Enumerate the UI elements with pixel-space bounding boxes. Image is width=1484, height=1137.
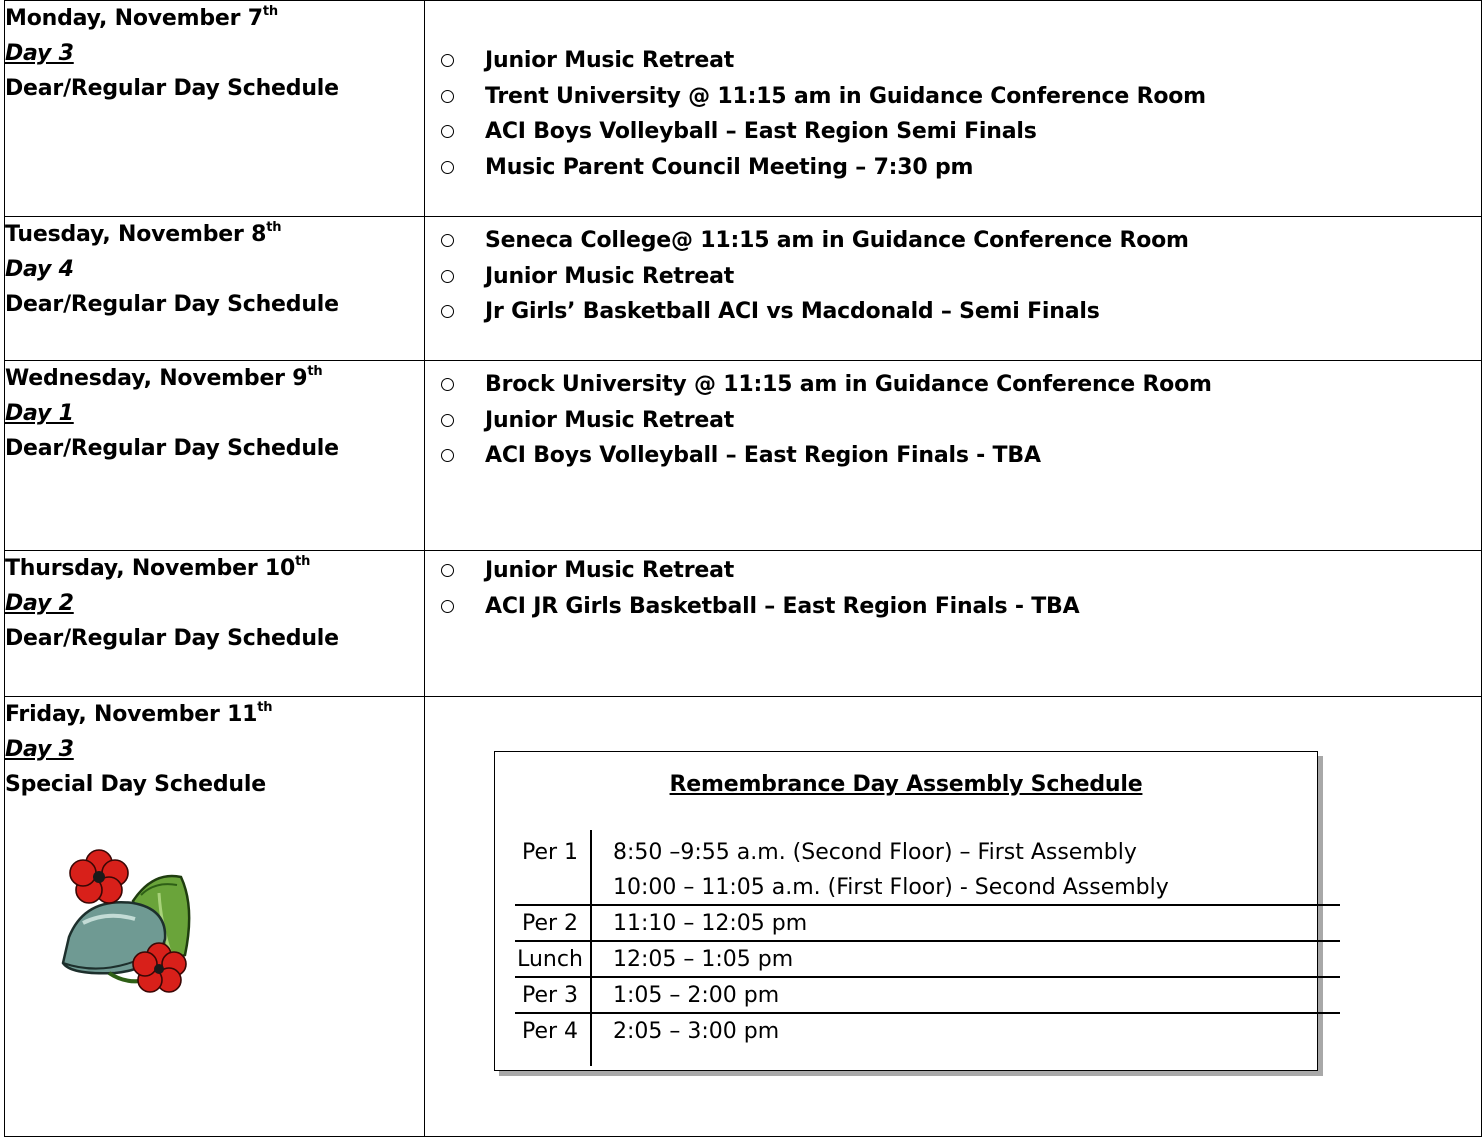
period-time: 1:05 – 2:00 pm bbox=[613, 983, 780, 1008]
weekly-schedule-table bbox=[4, 0, 1482, 1137]
events-cell bbox=[425, 551, 1482, 697]
period-label: Lunch bbox=[517, 947, 583, 972]
period-label: Per 4 bbox=[521, 1019, 579, 1044]
day-row-friday bbox=[5, 697, 1482, 1137]
day-number: Day 3 bbox=[5, 737, 74, 762]
day-number: Day 3 bbox=[5, 41, 74, 66]
assembly-schedule-box bbox=[494, 751, 1318, 1071]
table-row bbox=[495, 978, 1345, 1013]
period-time: 11:10 – 12:05 pm bbox=[613, 911, 808, 936]
list-item: Junior Music Retreat bbox=[425, 43, 1481, 79]
day-info-cell bbox=[5, 361, 425, 551]
events-cell bbox=[425, 217, 1482, 361]
list-item: Music Parent Council Meeting – 7:30 pm bbox=[425, 150, 1481, 186]
list-item: Junior Music Retreat bbox=[425, 403, 1481, 439]
bullet-icon bbox=[441, 54, 454, 67]
event-list bbox=[425, 553, 1481, 624]
bullet-icon bbox=[441, 414, 454, 427]
day-schedule-type: Dear/Regular Day Schedule bbox=[5, 626, 339, 651]
list-item: Junior Music Retreat bbox=[425, 259, 1481, 295]
table-row bbox=[495, 906, 1345, 941]
table-row bbox=[495, 835, 1345, 870]
day-row-thursday bbox=[5, 551, 1482, 697]
day-number: Day 1 bbox=[5, 401, 74, 426]
event-list bbox=[425, 367, 1481, 474]
list-item: ACI Boys Volleyball – East Region Finals - TBA bbox=[425, 438, 1481, 474]
period-time: 10:00 – 11:05 a.m. (First Floor) - Second Assembly bbox=[613, 875, 1169, 900]
period-time: 12:05 – 1:05 pm bbox=[613, 947, 794, 972]
table-row bbox=[495, 942, 1345, 977]
list-item: Trent University @ 11:15 am in Guidance Conference Room bbox=[425, 79, 1481, 115]
day-info-cell bbox=[5, 551, 425, 697]
bullet-icon bbox=[441, 125, 454, 138]
day-schedule-type: Dear/Regular Day Schedule bbox=[5, 436, 339, 461]
list-item: ACI Boys Volleyball – East Region Semi Finals bbox=[425, 114, 1481, 150]
bullet-icon bbox=[441, 600, 454, 613]
bullet-icon bbox=[441, 270, 454, 283]
day-row-tuesday bbox=[5, 217, 1482, 361]
day-schedule-type: Special Day Schedule bbox=[5, 772, 266, 797]
period-label: Per 3 bbox=[521, 983, 579, 1008]
day-info-cell bbox=[5, 217, 425, 361]
day-number: Day 4 bbox=[5, 257, 74, 282]
poppy-helmet-icon bbox=[49, 845, 199, 995]
day-number: Day 2 bbox=[5, 591, 74, 616]
events-cell bbox=[425, 1, 1482, 217]
bullet-icon bbox=[441, 378, 454, 391]
bullet-icon bbox=[441, 90, 454, 103]
day-date: Thursday, November 10th bbox=[5, 553, 311, 581]
events-cell bbox=[425, 361, 1482, 551]
day-date: Friday, November 11th bbox=[5, 699, 273, 727]
event-list bbox=[425, 43, 1481, 185]
list-item: Brock University @ 11:15 am in Guidance Conference Room bbox=[425, 367, 1481, 403]
assembly-title: Remembrance Day Assembly Schedule bbox=[669, 772, 1143, 797]
period-time: 2:05 – 3:00 pm bbox=[613, 1019, 780, 1044]
day-schedule-type: Dear/Regular Day Schedule bbox=[5, 76, 339, 101]
day-date: Wednesday, November 9th bbox=[5, 363, 323, 391]
bullet-icon bbox=[441, 161, 454, 174]
day-row-wednesday bbox=[5, 361, 1482, 551]
list-item: Seneca College@ 11:15 am in Guidance Conference Room bbox=[425, 223, 1481, 259]
period-time: 8:50 –9:55 a.m. (Second Floor) – First Assembly bbox=[613, 840, 1137, 865]
bullet-icon bbox=[441, 564, 454, 577]
list-item: ACI JR Girls Basketball – East Region Finals - TBA bbox=[425, 589, 1481, 625]
day-schedule-type: Dear/Regular Day Schedule bbox=[5, 292, 339, 317]
period-label: Per 1 bbox=[521, 840, 579, 865]
day-row-monday bbox=[5, 1, 1482, 217]
day-date: Tuesday, November 8th bbox=[5, 219, 282, 247]
day-info-cell bbox=[5, 697, 425, 1137]
list-item: Junior Music Retreat bbox=[425, 553, 1481, 589]
table-row bbox=[495, 870, 1345, 905]
list-item: Jr Girls’ Basketball ACI vs Macdonald – Semi Finals bbox=[425, 294, 1481, 330]
bullet-icon bbox=[441, 234, 454, 247]
bullet-icon bbox=[441, 449, 454, 462]
bullet-icon bbox=[441, 305, 454, 318]
assembly-cell bbox=[425, 697, 1482, 1137]
event-list bbox=[425, 223, 1481, 330]
period-label: Per 2 bbox=[521, 911, 579, 936]
day-date: Monday, November 7th bbox=[5, 3, 278, 31]
day-info-cell bbox=[5, 1, 425, 217]
table-row bbox=[495, 1014, 1345, 1049]
